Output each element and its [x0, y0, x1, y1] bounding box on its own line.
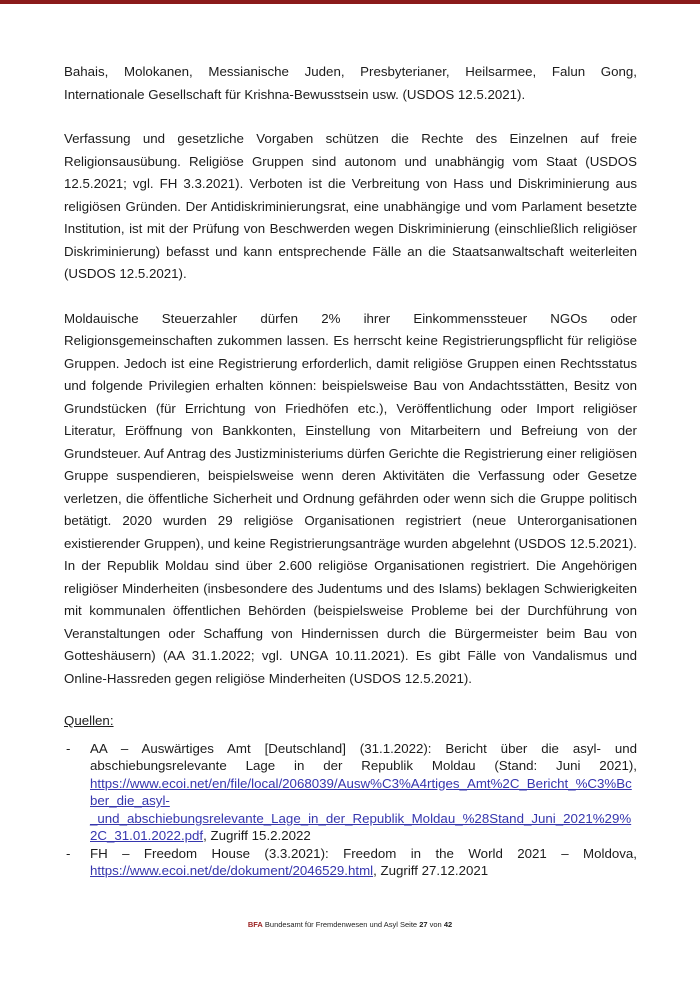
footer-total-pages: 42 — [443, 920, 453, 929]
source-item-marker: - — [66, 740, 71, 756]
document-content — [64, 61, 637, 880]
source-item-aa — [64, 740, 637, 845]
page-footer — [0, 919, 700, 930]
footer-org-abbr: BFA — [247, 920, 263, 929]
sources-heading: Quellen: — [64, 713, 114, 728]
paragraph-religious-groups-list: Bahais, Molokanen, Messianische Juden, Presbyterianer, Heilsarmee, Falun Gong, Internationale Gesellschaft für Krishna-Bewusstsein usw. (USDOS 12.5.2021). — [64, 64, 637, 102]
footer-org-name: Bundesamt für Fremdenwesen und Asyl — [264, 920, 398, 929]
source-link-aa[interactable]: https://www.ecoi.net/en/file/local/2068039/Ausw%C3%A4rtiges_Amt%2C_Bericht_%C3%Bcber_die_asyl-_und_abschiebungsrelevante_Lage_in_der_Republik_Moldau_%28Stand_Juni_2021%29%2C_31.01.2022.pdf — [90, 775, 632, 843]
sources-section — [64, 712, 637, 880]
source-link-fh[interactable]: https://www.ecoi.net/de/dokument/2046529.html — [90, 863, 374, 878]
source-access-date: , Zugriff 27.12.2021 — [373, 863, 489, 878]
source-item-fh — [64, 845, 637, 880]
source-citation-text: FH – Freedom House (3.3.2021): Freedom in the World 2021 – Moldova, — [90, 845, 637, 861]
footer-page-label: Seite — [400, 920, 418, 929]
source-item-marker: - — [66, 845, 71, 861]
paragraph-constitution: Verfassung und gesetzliche Vorgaben schützen die Rechte des Einzelnen auf freie Religionsausübung. Religiöse Gruppen sind autonom und unabhängig vom Staat (USDOS 12.5.2021; vgl. FH 3.3.2021). Verboten ist die Verbreitung von Hass und Diskriminierung aus religiösen Gründen. Der Antidiskriminierungsrat, eine unabhängige und vom Parlament besetzte Institution, ist mit der Prüfung von Beschwerden wegen Diskriminierung (einschließlich religiöser Diskriminierung) befasst und kann entsprechende Fälle an die Staatsanwaltschaft weiterleiten (USDOS 12.5.2021). — [64, 131, 637, 281]
footer-of-label: von — [429, 920, 442, 929]
source-access-date: , Zugriff 15.2.2022 — [203, 828, 311, 843]
footer-page-number: 27 — [419, 920, 428, 929]
header-rule — [0, 0, 700, 4]
paragraph-registration: Moldauische Steuerzahler dürfen 2% ihrer Einkommenssteuer NGOs oder Religionsgemeinschaften zukommen lassen. Es herrscht keine Registrierungspflicht für religiöse Gruppen. Jedoch ist eine Registrierung erforderlich, damit religiöse Gruppen einen Rechtsstatus und folgende Privilegien erhalten können: beispielsweise Bau von Andachtsstätten, Besitz von Grundstücken (für Errichtung von Friedhöfen etc.), Veröffentlichung oder Import religiöser Literatur, Eröffnung von Bankkonten, Einstellung von Mitarbeitern und Befreiung von der Grundsteuer. Auf Antrag des Justizministeriums dürfen Gerichte die Registrierung einer religiösen Gruppe suspendieren, beispielsweise wenn deren Aktivitäten die Verfassung oder Gesetze verletzen, die öffentliche Sicherheit und Ordnung gefährden oder wenn sich die Gruppe politisch betätigt. 2020 wurden 29 religiöse Organisationen registriert (neue Unterorganisationen existierender Gruppen), und keine Registrierungsanträge wurden abgelehnt (USDOS 12.5.2021). In der Republik Moldau sind über 2.600 religiöse Organisationen registriert. Die Angehörigen religiöser Minderheiten (insbesondere des Judentums und des Islams) beklagen Schwierigkeiten mit kommunalen öffentlichen Behörden (beispielsweise Probleme bei der Durchführung von Veranstaltungen oder Schaffung von Hindernissen durch die Bürgermeister beim Bau von Gotteshäusern) (AA 31.1.2022; vgl. UNGA 10.11.2021). Es gibt Fälle von Vandalismus und Online-Hassreden gegen religiöse Minderheiten (USDOS 12.5.2021). — [64, 310, 637, 686]
source-citation-text: AA – Auswärtiges Amt [Deutschland] (31.1.2022): Bericht über die asyl- und abschiebungsrelevante Lage in der Republik Moldau (Stand: Juni 2021), — [90, 740, 637, 773]
